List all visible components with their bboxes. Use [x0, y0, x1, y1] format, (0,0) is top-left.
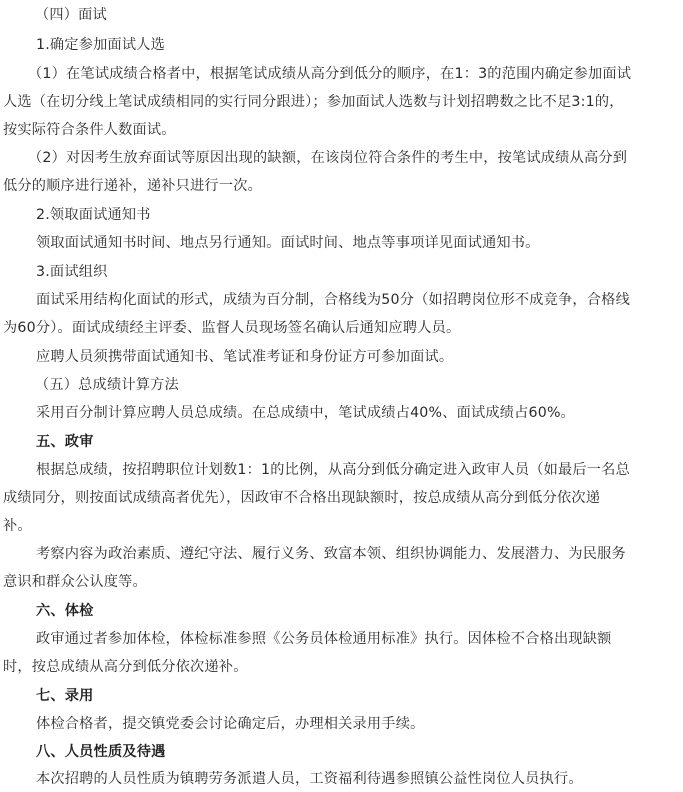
paragraph-line: 体检合格者，提交镇党委会讨论确定后，办理相关录用手续。 — [36, 716, 425, 732]
paragraph-line: 为60分）。面试成绩经主评委、监督人员现场签名确认后通知应聘人员。 — [3, 320, 461, 336]
paragraph-line: 意识和群众公认度等。 — [3, 574, 147, 590]
paragraph-line: 采用百分制计算应聘人员总成绩。在总成绩中，笔试成绩占40%、面试成绩占60%。 — [36, 405, 576, 421]
subsection-2-title: 2.领取面试通知书 — [36, 207, 151, 223]
paragraph-line: 政审通过者参加体检，体检标准参照《公务员体检通用标准》执行。因体检不合格出现缺额 — [36, 631, 612, 647]
paragraph-line: 低分的顺序进行递补，递补只进行一次。 — [3, 178, 262, 194]
paragraph-line: 面试采用结构化面试的形式，成绩为百分制，合格线为50分（如招聘岗位形不成竞争，合格线 — [36, 292, 630, 308]
subsection-3-title: 3.面试组织 — [36, 264, 108, 280]
paragraph-line: 成绩同分，则按面试成绩高者优先），因政审不合格出现缺额时，按总成绩从高分到低分依次递 — [3, 490, 601, 506]
paragraph-line: 时，按总成绩从高分到低分依次递补。 — [3, 659, 248, 675]
paragraph-line: 人选（在切分线上笔试成绩相同的实行同分跟进）；参加面试人选数与计划招聘数之比不足3:1的， — [3, 94, 624, 110]
section-five-title: （五）总成绩计算方法 — [35, 377, 179, 393]
paragraph-line: 按实际符合条件人数面试。 — [3, 122, 176, 138]
heading-employment: 七、录用 — [36, 688, 94, 704]
heading-personnel-nature: 八、人员性质及待遇 — [36, 744, 166, 760]
paragraph-line: 考察内容为政治素质、遵纪守法、履行义务、致富本领、组织协调能力、发展潜力、为民服务 — [36, 546, 626, 562]
heading-physical-exam: 六、体检 — [36, 603, 94, 619]
paragraph-line: （1）在笔试成绩合格者中，根据笔试成绩从高分到低分的顺序，在1：3的范围内确定参加面试 — [28, 66, 632, 82]
subsection-1-title: 1.确定参加面试人选 — [36, 37, 166, 53]
paragraph-line: 根据总成绩，按招聘职位计划数1：1的比例，从高分到低分确定进入政审人员（如最后一名总 — [36, 462, 630, 478]
section-four-title: （四）面试 — [35, 7, 107, 23]
paragraph-line: 本次招聘的人员性质为镇聘劳务派遣人员，工资福利待遇参照镇公益性岗位人员执行。 — [36, 771, 583, 787]
heading-political-review: 五、政审 — [36, 434, 94, 450]
paragraph-line: （2）对因考生放弃面试等原因出现的缺额，在该岗位符合条件的考生中，按笔试成绩从高分到 — [28, 150, 628, 166]
paragraph-line: 补。 — [3, 518, 32, 534]
paragraph-line: 领取面试通知书时间、地点另行通知。面试时间、地点等事项详见面试通知书。 — [36, 235, 540, 251]
paragraph-line: 应聘人员须携带面试通知书、笔试准考证和身份证方可参加面试。 — [36, 349, 454, 365]
